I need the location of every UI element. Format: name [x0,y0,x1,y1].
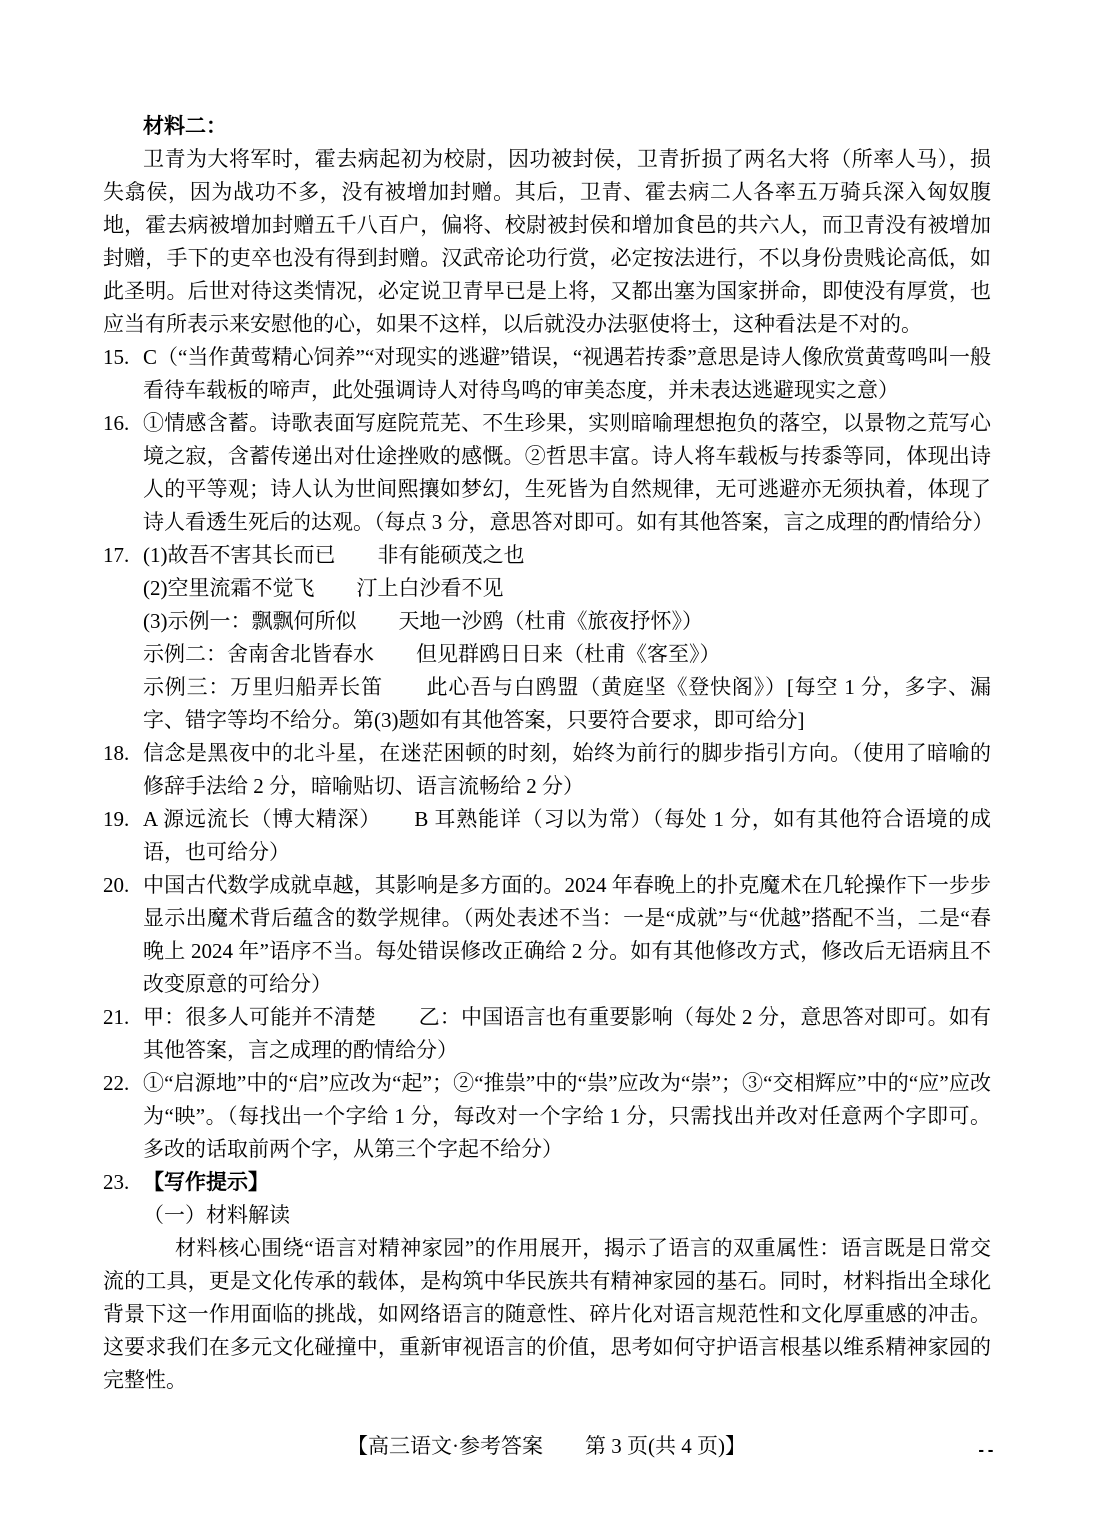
item-number: 22. [103,1071,130,1095]
item-text: 信念是黑夜中的北斗星，在迷茫困顿的时刻，始终为前行的脚步指引方向。（使用了暗喻的修辞手法给 2 分，暗喻贴切、语言流畅给 2 分） [143,741,991,798]
answer-17-line-4: 示例二：舍南舍北皆春水 但见群鸥日日来（杜甫《客至》） [143,642,721,666]
item-text: 中国古代数学成就卓越，其影响是多方面的。2024 年春晚上的扑克魔术在几轮操作下一步步显示出魔术背后蕴含的数学规律。（两处表述不当：一是“成就”与“优越”搭配不当，二是“春晚上 2024 年”语序不当。每处错误修改正确给 2 分。如有其他修改方式，修改后无语病且不改变原意的可给分） [143,873,991,996]
item-text: A 源远流长（博大精深） B 耳熟能详（习以为常）（每处 1 分，如有其他符合语境的成语，也可给分） [143,807,991,864]
answer-item-23 [103,1166,991,1199]
answer-17-line-3: (3)示例一：飘飘何所似 天地一沙鸥（杜甫《旅夜抒怀》） [143,609,703,633]
answer-17-line-5: 示例三：万里归船弄长笛 此心吾与白鸥盟（黄庭坚《登快阁》）[每空 1 分，多字、漏字、错字等均不给分。第(3)题如有其他答案，只要符合要求，即可给分] [143,675,991,732]
item-text [143,539,991,737]
material-two-heading: 材料二： [143,114,227,138]
material-interpretation-subheading: （一）材料解读 [143,1203,290,1227]
answer-item-19 [103,803,991,869]
item-text: ①“启源地”中的“启”应改为“起”；②“推祟”中的“祟”应改为“崇”；③“交相辉应”中的“应”应改为“映”。（每找出一个字给 1 分，每改对一个字给 1 分，只需找出并改对任意两个字即可。多改的话取前两个字，从第三个字起不给分） [143,1071,991,1161]
item-number: 17. [103,543,130,567]
item-text: ①情感含蓄。诗歌表面写庭院荒芜、不生珍果，实则暗喻理想抱负的落空，以景物之荒写心境之寂，含蓄传递出对仕途挫败的感慨。②哲思丰富。诗人将车载板与抟黍等同，体现出诗人的平等观；诗人认为世间熙攘如梦幻，生死皆为自然规律，无可逃避亦无须执着，体现了诗人看透生死后的达观。（每点 3 分，意思答对即可。如有其他答案，言之成理的酌情给分） [143,411,994,534]
page-content [103,110,994,1397]
item-number: 18. [103,741,130,765]
item-number: 19. [103,807,130,831]
answer-17-line-1: (1)故吾不害其长而已 非有能硕茂之也 [143,543,525,567]
answer-item-22 [103,1067,991,1166]
material-interpretation-paragraph: 材料核心围绕“语言对精神家园”的作用展开，揭示了语言的双重属性：语言既是日常交流的工具，更是文化传承的载体，是构筑中华民族共有精神家园的基石。同时，材料指出全球化背景下这一作用面临的挑战，如网络语言的随意性、碎片化对语言规范性和文化厚重感的冲击。这要求我们在多元文化碰撞中，重新审视语言的价值，思考如何守护语言根基以维系精神家园的完整性。 [103,1236,991,1392]
answer-item-21 [103,1001,991,1067]
item-text: C（“当作黄莺精心饲养”“对现实的逃避”错误，“视遇若抟黍”意思是诗人像欣赏黄莺鸣叫一般看待车载板的啼声，此处强调诗人对待鸟鸣的审美态度，并未表达逃避现实之意） [143,345,991,402]
corner-mark: -- [977,1443,996,1459]
answer-item-15 [103,341,991,407]
answer-item-17 [103,539,991,737]
item-number: 21. [103,1005,130,1029]
item-number: 23. [103,1170,130,1194]
item-number: 15. [103,345,130,369]
answer-item-18 [103,737,991,803]
answer-item-16 [103,407,994,539]
item-number: 16. [103,411,130,435]
item-text [143,1166,991,1199]
page-footer: 【高三语文·参考答案 第 3 页(共 4 页)】 [347,1434,746,1458]
writing-hint-title: 【写作提示】 [143,1170,269,1194]
item-number: 20. [103,873,130,897]
answer-item-20 [103,869,991,1001]
material-two-paragraph: 卫青为大将军时，霍去病起初为校尉，因功被封侯，卫青折损了两名大将（所率人马），损失翕侯，因为战功不多，没有被增加封赠。其后，卫青、霍去病二人各率五万骑兵深入匈奴腹地，霍去病被增加封赠五千八百户，偏将、校尉被封侯和增加食邑的共六人，而卫青没有被增加封赠，手下的吏卒也没有得到封赠。汉武帝论功行赏，必定按法进行，不以身份贵贱论高低，如此圣明。后世对待这类情况，必定说卫青早已是上将，又都出塞为国家拼命，即使没有厚赏，也应当有所表示来安慰他的心，如果不这样，以后就没办法驱使将士，这种看法是不对的。 [103,147,991,336]
answer-17-line-2: (2)空里流霜不觉飞 汀上白沙看不见 [143,576,504,600]
item-text: 甲：很多人可能并不清楚 乙：中国语言也有重要影响（每处 2 分，意思答对即可。如有其他答案，言之成理的酌情给分） [143,1005,991,1062]
